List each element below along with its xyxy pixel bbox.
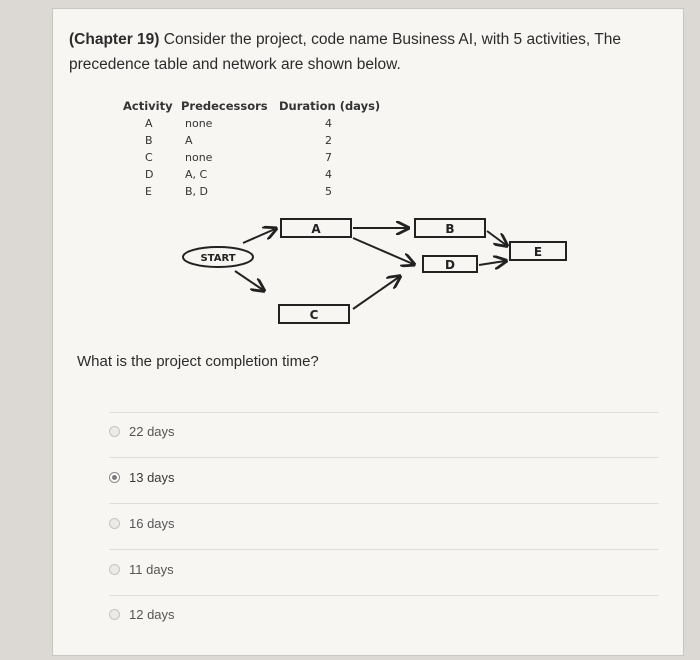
- row-pred: A: [185, 134, 193, 147]
- start-label: START: [200, 253, 236, 264]
- radio-button[interactable]: [109, 609, 120, 620]
- row-activity: D: [145, 168, 154, 181]
- radio-button[interactable]: [109, 518, 120, 529]
- radio-button[interactable]: [109, 564, 120, 575]
- network-diagram: [53, 9, 685, 369]
- option-12-days[interactable]: [109, 599, 659, 635]
- question-body: Consider the project, code name Business AI, with 5 activities, The precedence table and network are shown below.: [69, 31, 621, 73]
- question-card: [52, 8, 684, 656]
- row-dur: 5: [325, 185, 332, 198]
- row-activity: A: [145, 117, 153, 130]
- arrow-b-e: [487, 231, 506, 245]
- arrow-start-c: [235, 271, 263, 290]
- option-label: 11 days: [129, 562, 174, 577]
- row-pred: none: [185, 151, 213, 164]
- row-pred: A, C: [185, 168, 208, 181]
- option-16-days[interactable]: [109, 508, 659, 544]
- node-b-label: B: [445, 222, 455, 236]
- arrow-start-a: [243, 229, 275, 243]
- node-c-label: C: [309, 308, 319, 322]
- prompt-text: What is the project completion time?: [77, 353, 319, 370]
- row-dur: 4: [325, 168, 332, 181]
- option-13-days[interactable]: [109, 462, 659, 498]
- option-label: 16 days: [129, 516, 175, 531]
- row-pred: none: [185, 117, 213, 130]
- header-predecessors: Predecessors: [181, 99, 268, 113]
- arrow-c-d: [353, 277, 399, 309]
- option-label: 12 days: [129, 607, 175, 622]
- row-dur: 4: [325, 117, 332, 130]
- option-22-days[interactable]: [109, 416, 659, 452]
- option-label: 13 days: [129, 470, 175, 485]
- node-e-label: E: [533, 245, 543, 259]
- radio-button-selected[interactable]: [109, 472, 120, 483]
- row-activity: B: [145, 134, 153, 147]
- radio-button[interactable]: [109, 426, 120, 437]
- header-activity: Activity: [123, 99, 173, 113]
- arrow-a-d: [353, 238, 413, 264]
- divider: [109, 503, 659, 504]
- arrow-d-e: [479, 261, 505, 265]
- divider: [109, 595, 659, 596]
- divider: [109, 412, 659, 413]
- node-a-label: A: [311, 222, 321, 236]
- header-duration: Duration (days): [279, 99, 381, 113]
- row-activity: E: [145, 185, 152, 198]
- option-11-days[interactable]: [109, 554, 659, 590]
- row-activity: C: [145, 151, 153, 164]
- divider: [109, 549, 659, 550]
- node-d-label: D: [445, 258, 455, 272]
- row-dur: 2: [325, 134, 332, 147]
- option-label: 22 days: [129, 424, 175, 439]
- chapter-label: (Chapter 19): [69, 31, 160, 48]
- row-dur: 7: [325, 151, 332, 164]
- row-pred: B, D: [185, 185, 209, 198]
- divider: [109, 457, 659, 458]
